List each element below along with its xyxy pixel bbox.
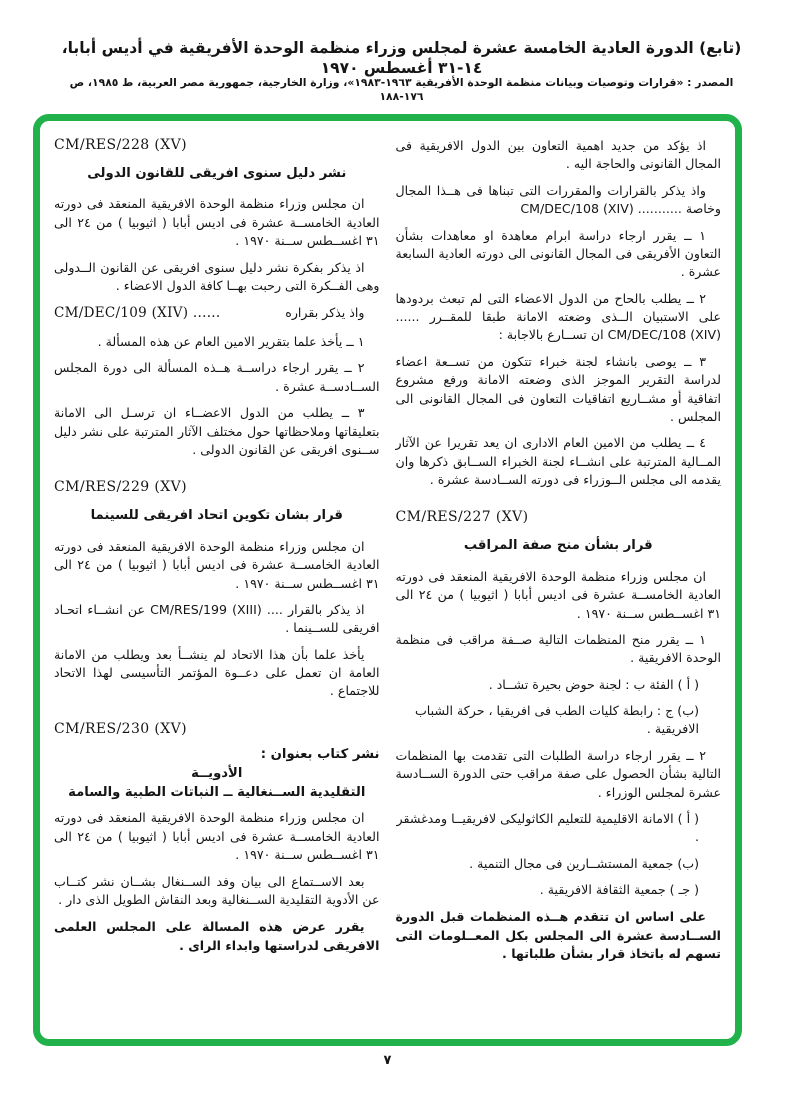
content-frame [33, 114, 742, 1046]
paragraph: اذ يؤكد من جديد اهمية التعاون بين الدول الافريقية فى المجال القانونى والحاجة اليه . [395, 138, 721, 172]
paragraph: ان مجلس وزراء منظمة الوحدة الافريقية المنعقد فى دورته العادية الخامســة عشرة فى اديس أبابا ( اثيوبيا ) من ٢٤ الى ٣١ اغســطس ســنة ١٩٧٠ . [54, 810, 380, 863]
paragraph: واذ يذكر بالقرارات والمقررات التى تبناها فى هــذا المجال وخاصة ........... CM/DEC/108 (XIV) [395, 182, 721, 217]
resolution-title: نشر دليل سنوى افريقى للقانون الدولى [87, 166, 347, 181]
numbered-clause: ٢ ــ يقرر ارجاء دراسة الطلبات التى تقدمت بها المنظمات التالية بشأن الحصول على صفة مراقب حتى الدورة الســادسة عشرة لمجلس الوزراء . [395, 747, 721, 800]
page-number: ٧ [383, 1053, 392, 1068]
numbered-clause: ١ ــ يقرر ارجاء دراسة ابرام معاهدة او معاهدات بشأن التعاون الأفريقى فى المجال القانونى الى دورته العادية السابعة عشرة . [395, 227, 721, 280]
resolution-title: قرار بشان تكوين اتحاد افريقى للسينما [90, 508, 343, 524]
numbered-clause: ١ ــ يأخذ علما بتقرير الامين العام عن هذه المسألة . [97, 334, 365, 350]
sub-clause: ( أ ) الامانة الاقليمية للتعليم الكاثوليكى لافريقيــا ومدغشقر . [396, 810, 699, 845]
paragraph: اذ يذكر بفكرة نشر دليل سنوى افريقى عن القانون الــدولى وهى الفــكرة التى رحبت بهــا كافة الدول الاعضاء . [54, 259, 380, 293]
book-title-line: الأدويــة [191, 765, 243, 781]
numbered-clause: ٤ ــ يطلب من الامين العام الادارى ان يعد تقريرا عن الآثار المــالية المترتبة على انشــاء لجنة الخبراء الســابق ذكرها وان يقدمه الى مجلس الــوزراء فى دورته الســادسة عشرة . [395, 435, 721, 487]
book-title-line: التقليدية الســنغالية ــ النباتات الطبية والسامة [68, 784, 366, 800]
paragraph: ان مجلس وزراء منظمة الوحدة الافريقية المنعقد فى دورته العادية الخامســة عشرة فى اديس أبابا ( اثيوبيا ) من ٢٤ الى ٣١ اغســطس ســنة ١٩٧٠ . [54, 196, 380, 249]
recall-ref-line [54, 304, 380, 324]
resolution-ref: CM/RES/228 (XV) [54, 137, 188, 153]
resolution-ref: CM/RES/230 (XV) [54, 720, 188, 737]
sub-clause: ( جـ ) جمعية الثقافة الافريقية . [539, 882, 699, 898]
paragraph: ان مجلس وزراء منظمة الوحدة الافريقية المنعقد فى دورته العادية الخامســة عشرة فى اديس أبابا ( اثيوبيا ) من ٢٤ الى ٣١ اغســطس ســنة ١٩٧٠ . [395, 568, 721, 621]
numbered-clause: ٢ ــ يطلب بالحاح من الدول الاعضاء التى لم تبعث بردودها على الاستبيان الــذى وضعته الامانة طبقا للمقــرر ...... CM/DEC/108 (XIV) ان تســارع بالاجابة : [395, 290, 721, 343]
paragraph: يأخذ علما بأن هذا الاتحاد لم ينشــأ بعد ويطلب من الامانة العامة ان تعمل على دعــوة المؤتمر التأسيسى لهذا الاتحاد للاجتماع . [54, 646, 380, 699]
decision-paragraph: على اساس ان تتقدم هــذه المنظمات قبل الدورة الســادسة عشرة الى المجلس بكل المعــلومات التى تسهم له باتخاذ قرار بشأن طلباتها . [395, 909, 721, 962]
sub-clause: (ب) ج : رابطة كليات الطب فى افريقيا ، حركة الشباب الافريقية . [414, 703, 699, 737]
paragraph: بعد الاســتماع الى بيان وفد الســنغال بشــان نشر كتــاب عن الأدوية التقليدية الســنغالية وبعد النقاش الطويل الذى دار . [54, 873, 380, 907]
sub-clause: ( أ ) الفئة ب : لجنة حوض بحيرة تشــاد . [488, 676, 699, 692]
paragraph: اذ يذكر بالقرار .... CM/RES/199 (XIII) عن انشــاء اتحـاد افريقى للســينما . [54, 601, 380, 636]
resolution-ref: CM/DEC/109 (XIV) ...... [54, 305, 221, 322]
numbered-clause: ٢ ــ يقرر ارجاء دراســة هــذه المسألة الى دورة المجلس الســادســة عشرة . [54, 360, 380, 394]
recall-text: واذ يذكر بقراره [285, 305, 365, 321]
resolution-title: قرار بشأن منح صفة المراقب [463, 538, 653, 554]
two-column-layout [54, 133, 721, 1031]
resolution-ref: CM/RES/229 (XV) [54, 479, 188, 496]
numbered-clause: ٣ ــ يطلب من الدول الاعضــاء ان ترسـل الى الامانة بتعليقاتها وملاحظاتها حول مختلف الآثار المترتبة على نشر دليل ســنوى افريقى عن القانون الدولى . [54, 405, 380, 457]
column-right [396, 133, 722, 1031]
paragraph: ان مجلس وزراء منظمة الوحدة الافريقية المنعقد فى دورته العادية الخامســة عشرة فى اديس أبابا ( اثيوبيا ) من ٢٤ الى ٣١ اغســطس ســنة ١٩٧٠ . [54, 538, 380, 591]
resolution-ref: CM/RES/227 (XV) [395, 509, 529, 526]
sub-clause: (ب) جمعية المستشــارين فى مجال التنمية . [469, 855, 699, 871]
numbered-clause: ٣ ــ يوصى بانشاء لجنة خبراء تتكون من تســعة اعضاء لدراسة التقرير الموجز الذى وضعته الامانة ورفع مشروع اتفاقية أو مشــاريع اتفاقيات التعاون فى المجال القانونى الى المجلس . [395, 353, 721, 424]
numbered-clause: ١ ــ يقرر منح المنظمات التالية صــفة مراقب فى منظمة الوحدة الافريقية . [395, 631, 721, 666]
source-citation-line: المصدر : «قرارات وتوصيات وبيانات منظمة الوحدة الأفريقية ١٩٦٣-١٩٨٣»، وزارة الخارجية، جمهورية مصر العربية، ط ١٩٨٥، ص ١٧٦-١٨٨ [69, 76, 734, 104]
book-title-lead: نشر كتاب بعنوان : [260, 746, 380, 762]
decision-paragraph: يقرر عرض هذه المسالة على المجلس العلمى الافريقى لدراستها وابداء الراى . [54, 919, 380, 953]
page-header-title: (تابع) الدورة العادية الخامسة عشرة لمجلس وزراء منظمة الوحدة الأفريقية في أديس أبابا، ١٤-٣١ أغسطس ١٩٧٠ [61, 39, 742, 78]
column-left [54, 133, 380, 1031]
